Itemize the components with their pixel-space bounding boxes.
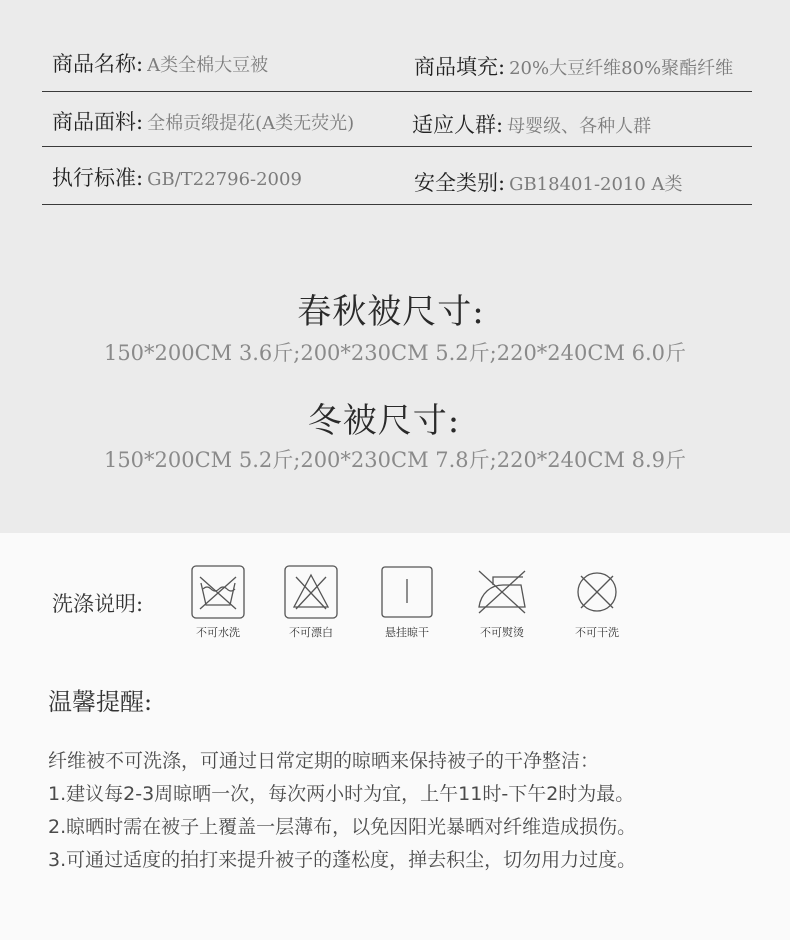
spring-size-title: 春秋被尺寸: (297, 292, 485, 332)
wash-caption: 不可水洗 (196, 626, 240, 639)
wash-symbol-no-wash (178, 565, 258, 640)
hang-dry-icon (380, 565, 434, 619)
spec-value-audience: 母婴级、各种人群 (507, 116, 652, 137)
spec-value-filling: 20%大豆纤维80%聚酯纤维 (509, 58, 734, 79)
spec-label-filling: 商品填充: (414, 55, 506, 79)
tips-list (48, 745, 778, 877)
spec-value-name: A类全棉大豆被 (147, 55, 269, 76)
spec-value-fabric: 全棉贡缎提花(A类无荧光) (147, 113, 355, 134)
wash-caption: 不可干洗 (575, 626, 619, 639)
no-dry-clean-icon (570, 565, 624, 619)
wash-symbol-no-iron (462, 565, 542, 640)
spec-row (42, 147, 752, 205)
spec-label-standard: 执行标准: (52, 166, 144, 190)
winter-size-list: 150*200CM 5.2斤;200*230CM 7.8斤;220*240CM 8.9斤 (103, 448, 687, 472)
spec-value-safety: GB18401-2010 A类 (509, 174, 683, 195)
wash-caption: 不可熨烫 (480, 626, 524, 639)
spring-size-list: 150*200CM 3.6斤;200*230CM 5.2斤;220*240CM 6.0斤 (103, 341, 687, 365)
wash-caption: 不可漂白 (289, 626, 333, 639)
spec-value-standard: GB/T22796-2009 (147, 169, 302, 190)
no-iron-icon (473, 565, 531, 619)
spec-row (42, 36, 752, 92)
spec-row (42, 92, 752, 147)
wash-symbol-hang-dry (367, 565, 447, 640)
tips-title: 温馨提醒: (48, 688, 153, 716)
spec-label-fabric: 商品面料: (52, 110, 144, 134)
no-bleach-icon (284, 565, 338, 619)
wash-symbol-no-bleach (271, 565, 351, 640)
winter-size-title: 冬被尺寸: (307, 401, 461, 441)
tip-line: 3.可通过适度的拍打来提升被子的蓬松度，掸去积尘，切勿用力过度。 (48, 849, 637, 871)
wash-caption: 悬挂晾干 (385, 626, 429, 639)
wash-instructions-label: 洗涤说明: (52, 592, 144, 616)
wash-symbol-no-dry-clean (557, 565, 637, 640)
spec-label-safety: 安全类别: (414, 171, 506, 195)
spec-label-name: 商品名称: (52, 52, 144, 76)
no-wash-icon (191, 565, 245, 619)
tip-line: 1.建议每2-3周晾晒一次，每次两小时为宜，上午11时-下午2时为最。 (48, 783, 635, 805)
tip-line: 2.晾晒时需在被子上覆盖一层薄布，以免因阳光暴晒对纤维造成损伤。 (48, 816, 637, 838)
spec-label-audience: 适应人群: (412, 113, 504, 137)
tip-line: 纤维被不可洗涤，可通过日常定期的晾晒来保持被子的干净整洁： (48, 750, 600, 772)
